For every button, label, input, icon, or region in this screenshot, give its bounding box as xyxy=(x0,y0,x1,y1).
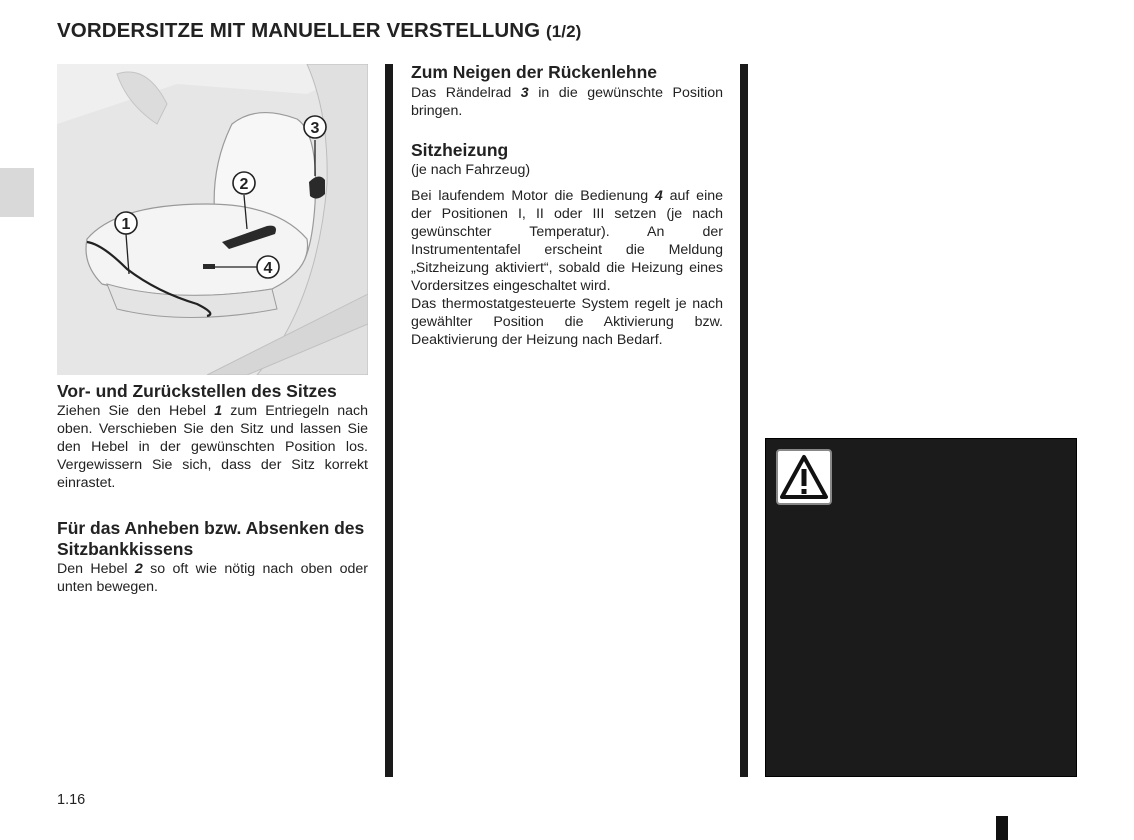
column-rule-left xyxy=(385,64,393,777)
ref-number: 2 xyxy=(134,561,143,577)
section-heading-backrest: Zum Neigen der Rückenlehne xyxy=(411,62,658,82)
warning-triangle-icon xyxy=(776,449,832,505)
callout-label-1: 1 xyxy=(121,216,131,233)
section-heading-seat-heating: Sitzheizung xyxy=(411,140,509,160)
section-text-seat-heating-1 xyxy=(411,187,723,295)
callout-label-3: 3 xyxy=(310,120,320,137)
middle-column xyxy=(411,62,723,349)
ref-number: 1 xyxy=(214,403,223,419)
left-column xyxy=(57,381,368,596)
text-fragment: Den Hebel xyxy=(57,561,135,577)
page-title xyxy=(57,19,581,43)
warning-box xyxy=(765,438,1077,777)
seat-drawing xyxy=(57,64,368,375)
corner-mark xyxy=(996,816,1008,840)
text-fragment: zum Entriegeln nach oben. Verschieben Sie den Sitz und lassen Sie den Hebel in der gewünschten Position los. Vergewissern Sie sich, dass der Sitz korrekt einrastet. xyxy=(57,403,368,491)
section-text-seat-position xyxy=(57,402,368,492)
text-fragment: Bei laufendem Motor die Bedienung xyxy=(411,188,655,204)
ref-number: 3 xyxy=(520,85,529,101)
section-text-seat-height xyxy=(57,560,368,596)
section-heading-seat-height: Für das Anheben bzw. Absenken des Sitzbankkissens xyxy=(57,518,365,559)
section-text-backrest xyxy=(411,84,723,120)
page-title-text: VORDERSITZE MIT MANUELLER VERSTELLUNG xyxy=(57,19,541,42)
section-text-seat-heating-2: Das thermostatgesteuerte System regelt je nach gewählter Position die Aktivierung bzw. Deaktivierung der Heizung nach Bedarf. xyxy=(411,296,723,348)
seat-illustration xyxy=(57,64,368,375)
text-fragment: auf eine der Positionen I, II oder III setzen (je nach gewünschter Temperatur). An der Instrumententafel erscheint die Meldung „Sitzheizung aktiviert“, sobald die Heizung eines Vordersitzes eingeschaltet wird. xyxy=(411,188,724,294)
callout-label-2: 2 xyxy=(239,176,249,193)
section-heading-seat-position: Vor- und Zurückstellen des Sitzes xyxy=(57,381,337,401)
section-subheading-seat-heating: (je nach Fahrzeug) xyxy=(411,162,531,178)
column-rule-right xyxy=(740,64,748,777)
ref-number: 4 xyxy=(654,188,663,204)
callout-label-4: 4 xyxy=(263,260,273,277)
page-number: 1.16 xyxy=(57,792,86,808)
text-fragment: so oft wie nötig nach oben oder unten bewegen. xyxy=(57,561,368,595)
text-fragment: Ziehen Sie den Hebel xyxy=(57,403,215,419)
text-fragment: Das Rändelrad xyxy=(411,85,521,101)
side-tab xyxy=(0,168,34,217)
page-title-part: (1/2) xyxy=(545,22,582,41)
text-fragment: in die gewünschte Position bringen. xyxy=(411,85,723,119)
